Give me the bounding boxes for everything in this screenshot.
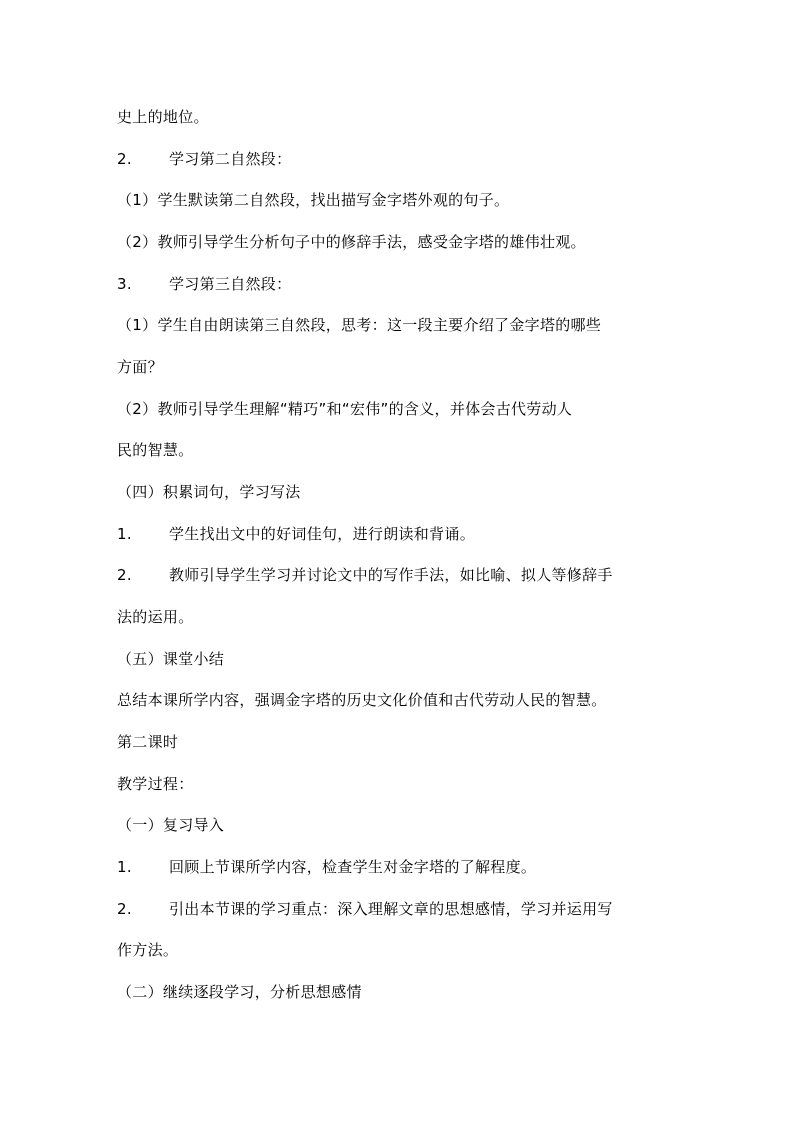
list-item-2b [117,899,697,919]
line-text: （四）积累词句，学习写法 [117,483,301,501]
list-item-1b [117,857,697,877]
text-line-21 [117,940,697,960]
line-text: 总结本课所学内容，强调金字塔的历史文化价值和古代劳动人民的智慧。 [117,691,607,709]
list-number: 2. [117,900,132,918]
line-text: 方面？ [117,358,163,376]
list-number: 3. [117,275,132,293]
text-line-8 [117,399,697,419]
line-text: 民的智慧。 [117,441,194,459]
text-line-9 [117,440,697,460]
lesson-title [117,732,697,752]
text-line-4 [117,232,697,252]
list-item-2 [117,565,697,585]
line-text: 学习第三自然段： [169,275,292,293]
list-number: 2. [117,566,132,584]
text-line-13 [117,607,697,627]
section-heading-5 [117,649,697,669]
line-text: （二）继续逐段学习，分析思想感情 [117,983,362,1001]
line-text: 学习第二自然段： [169,150,292,168]
line-text: 法的运用。 [117,608,194,626]
line-text: 教学过程： [117,775,194,793]
line-text: （2）教师引导学生分析句子中的修辞手法，感受金字塔的雄伟壮观。 [117,233,586,251]
line-text: （2）教师引导学生理解“精巧”和“宏伟”的含义，并体会古代劳动人 [117,400,573,418]
list-number: 2. [117,150,132,168]
text-line-15 [117,690,697,710]
list-number: 1. [117,858,132,876]
line-text: 学生找出文中的好词佳句，进行朗读和背诵。 [169,525,476,543]
list-item-2-heading [117,149,697,169]
line-text: （五）课堂小结 [117,650,225,668]
text-line-7 [117,357,697,377]
line-text: 史上的地位。 [117,108,209,126]
line-text: 作方法。 [117,941,179,959]
line-text: 回顾上节课所学内容，检查学生对金字塔的了解程度。 [169,858,537,876]
line-text: 引出本节课的学习重点：深入理解文章的思想感情，学习并运用写 [169,900,613,918]
list-item-1 [117,524,697,544]
line-text: （1）学生默读第二自然段，找出描写金字塔外观的句子。 [117,191,510,209]
line-text: （一）复习导入 [117,816,225,834]
section-heading-2 [117,982,697,1002]
line-text: 教师引导学生学习并讨论文中的写作手法，如比喻、拟人等修辞手 [169,566,613,584]
text-line-1 [117,107,697,127]
text-line-17 [117,774,697,794]
list-number: 1. [117,525,132,543]
text-line-6 [117,315,697,335]
line-text: 第二课时 [117,733,179,751]
section-heading-1 [117,815,697,835]
text-line-3 [117,190,697,210]
section-heading-4 [117,482,697,502]
list-item-3-heading [117,274,697,294]
line-text: （1）学生自由朗读第三自然段，思考：这一段主要介绍了金字塔的哪些 [117,316,602,334]
